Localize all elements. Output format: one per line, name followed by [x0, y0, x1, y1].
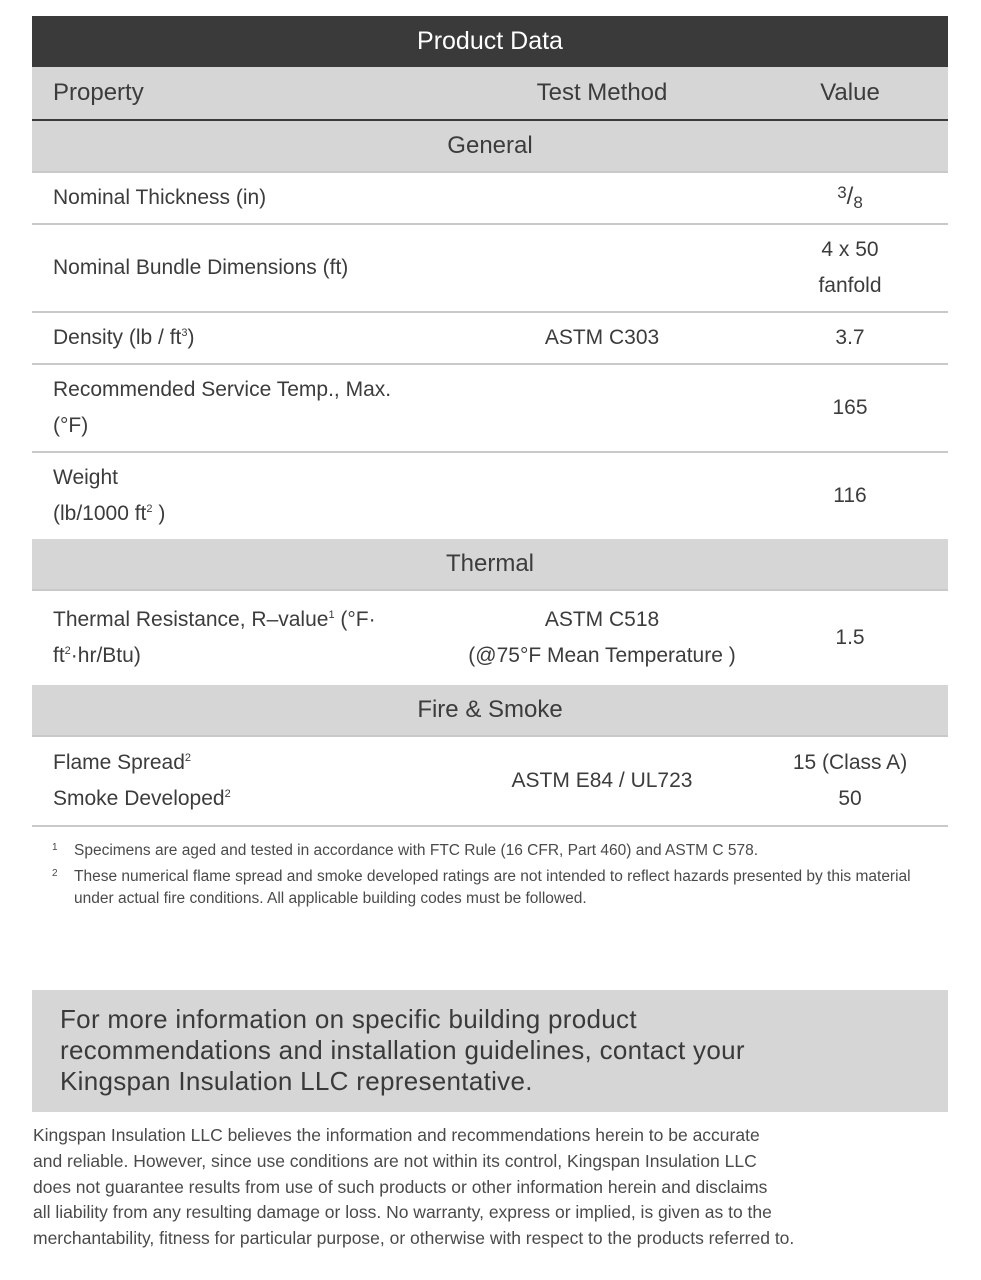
table-title: Product Data — [32, 16, 948, 67]
property-text: ) — [187, 326, 195, 349]
value-line: 4 x 50 — [821, 238, 879, 261]
disclaimer-line: does not guarantee results from use of such products or other information herein and disclaims — [33, 1176, 768, 1197]
property-text: Flame Spread — [53, 751, 185, 774]
table-row — [32, 453, 948, 539]
property-line — [53, 602, 452, 638]
value-cell — [752, 745, 948, 817]
contact-line: recommendations and installation guidelines, contact your — [60, 1035, 745, 1065]
footnote-text: Specimens are aged and tested in accordance with FTC Rule (16 CFR, Part 460) and ASTM C 578. — [74, 842, 759, 859]
value-cell: 116 — [833, 484, 867, 507]
disclaimer-line: all liability from any resulting damage or loss. No warranty, express or implied, is given as to the — [33, 1202, 772, 1223]
property-cell — [32, 320, 452, 356]
table-row — [32, 737, 948, 827]
footnote — [52, 866, 952, 910]
property-text: Smoke Developed — [53, 787, 225, 810]
property-text: (°F· — [334, 608, 376, 631]
method-cell: ASTM C303 — [544, 326, 660, 349]
disclaimer-line: Kingspan Insulation LLC believes the information and recommendations herein to be accurate — [33, 1125, 760, 1145]
property-line — [53, 745, 452, 781]
footnote-number: 1 — [52, 842, 58, 853]
disclaimer-line: and reliable. However, since use conditions are not within its control, Kingspan Insulation LLC — [33, 1150, 757, 1171]
table-row — [32, 173, 948, 225]
footnote-number: 2 — [52, 868, 58, 879]
value-cell: 1.5 — [835, 626, 865, 649]
contact-line: Kingspan Insulation LLC representative. — [60, 1066, 533, 1096]
value-cell — [752, 232, 948, 304]
method-line: ASTM C518 — [544, 608, 660, 631]
property-text: ·hr/Btu) — [70, 644, 141, 667]
method-line: (@75°F Mean Temperature ) — [468, 644, 736, 667]
property-line — [53, 781, 452, 817]
superscript: 1 — [328, 609, 335, 621]
property-line: Weight — [53, 466, 118, 489]
method-cell — [452, 602, 752, 674]
property-line — [53, 638, 452, 674]
superscript: 2 — [64, 645, 71, 657]
superscript: 3 — [181, 327, 188, 339]
footnote-text: These numerical flame spread and smoke developed ratings are not intended to reflect hazards presented by this material under actual fire conditions. All applicable building codes must be followed. — [74, 868, 911, 907]
disclaimer — [33, 1123, 968, 1252]
contact-line: For more information on specific building product — [60, 1004, 637, 1034]
superscript: 2 — [184, 752, 192, 764]
disclaimer-line: merchantability, fitness for particular purpose, or otherwise with respect to the products referred to. — [33, 1228, 795, 1249]
value-cell: $^3$/8 — [837, 183, 863, 212]
footnote — [52, 840, 952, 862]
contact-info-box — [32, 990, 948, 1112]
value-cell: 165 — [832, 396, 868, 419]
property-cell — [32, 460, 452, 532]
property-cell: Nominal Bundle Dimensions (ft) — [53, 256, 349, 279]
property-text: ft — [53, 644, 65, 667]
table-row — [32, 365, 948, 453]
table-header-row — [32, 67, 948, 121]
section-general: General — [32, 121, 948, 173]
header-value: Value — [820, 79, 880, 106]
value-line: 15 (Class A) — [792, 751, 908, 774]
property-text: ) — [152, 502, 166, 525]
property-line: Recommended Service Temp., Max. — [53, 378, 392, 401]
table-row — [32, 313, 948, 365]
property-text: Density (lb / ft — [53, 326, 182, 349]
table-row — [32, 591, 948, 685]
property-cell — [32, 602, 452, 674]
fraction-denominator: 8 — [853, 193, 863, 212]
superscript: 2 — [146, 503, 153, 515]
header-test-method: Test Method — [536, 79, 668, 106]
property-line: (°F) — [53, 414, 89, 437]
property-text: Thermal Resistance, R–value — [53, 608, 329, 631]
table-row — [32, 225, 948, 313]
property-cell — [32, 372, 452, 444]
header-property: Property — [53, 79, 144, 106]
value-line: fanfold — [818, 274, 882, 297]
property-cell: Nominal Thickness (in) — [53, 186, 267, 209]
fraction-numerator: 3 — [837, 183, 847, 202]
property-cell — [32, 745, 452, 817]
value-cell: 3.7 — [835, 326, 865, 349]
value-line: 50 — [838, 787, 862, 810]
superscript: 2 — [224, 788, 231, 800]
property-text: (lb/1000 ft — [53, 502, 147, 525]
method-cell: ASTM E84 / UL723 — [511, 769, 693, 792]
product-data-table — [32, 16, 948, 827]
property-line — [53, 496, 452, 532]
section-thermal: Thermal — [32, 539, 948, 591]
section-fire-smoke: Fire & Smoke — [32, 685, 948, 737]
footnotes — [52, 840, 952, 914]
